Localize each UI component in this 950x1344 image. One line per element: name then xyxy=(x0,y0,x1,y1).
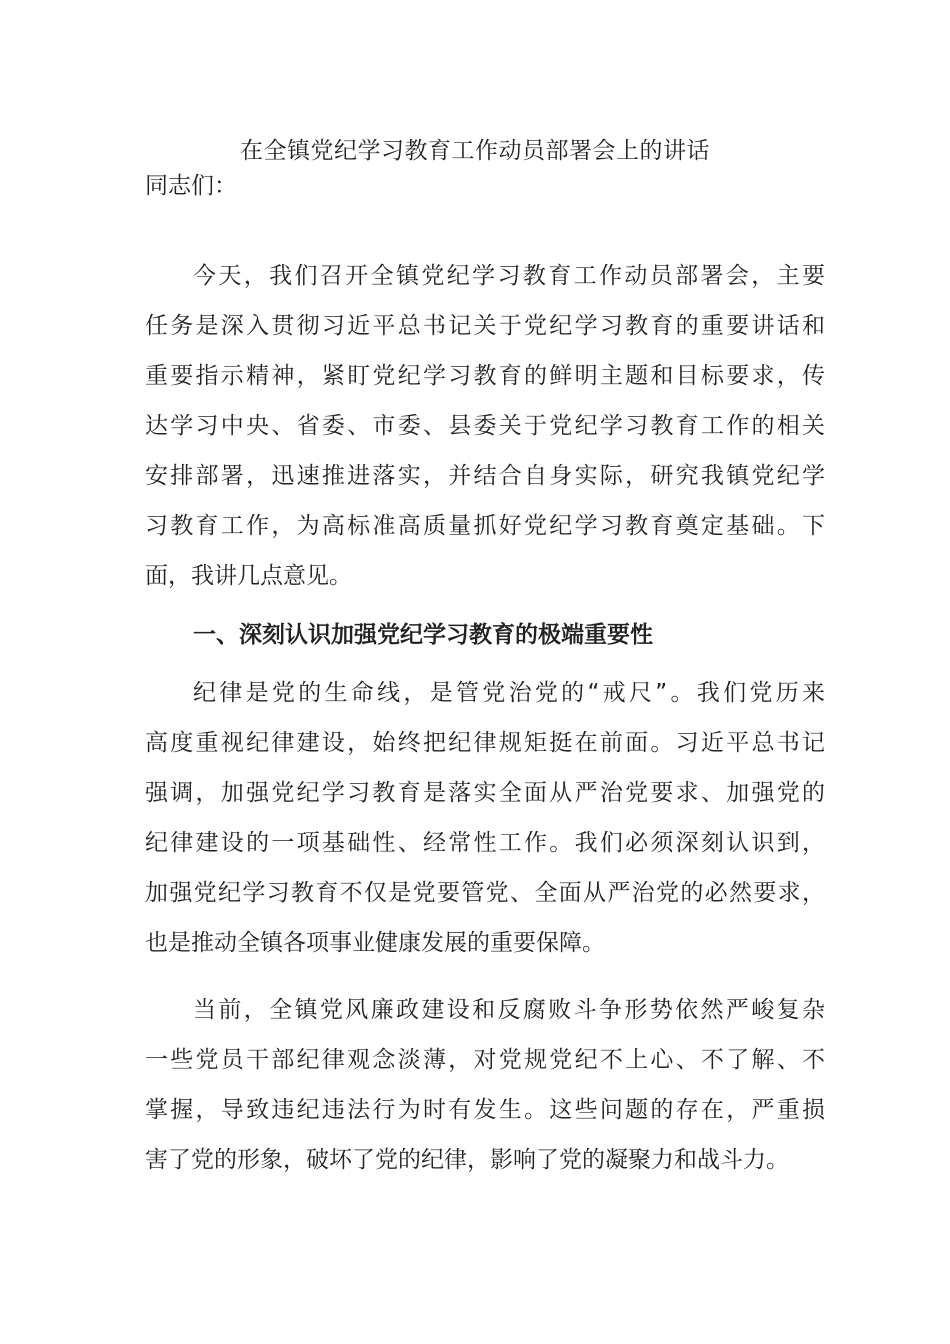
paragraph-line: 面，我讲几点意见。 xyxy=(145,563,352,589)
paragraph-line: 一些党员干部纪律观念淡薄，对党规党纪不上心、不了解、不 xyxy=(145,1047,825,1073)
paragraph-line: 害了党的形象，破坏了党的纪律，影响了党的凝聚力和战斗力。 xyxy=(145,1147,789,1173)
paragraph-line: 强调，加强党纪学习教育是落实全面从严治党要求、加强党的 xyxy=(145,780,825,806)
paragraph-line: 掌握，导致违纪违法行为时有发生。这些问题的存在，严重损 xyxy=(145,1097,825,1123)
paragraph-line: 安排部署，迅速推进落实，并结合自身实际，研究我镇党纪学 xyxy=(145,463,825,489)
paragraph-intro xyxy=(145,251,825,601)
paragraph-line: 纪律建设的一项基础性、经常性工作。我们必须深刻认识到， xyxy=(145,830,825,856)
paragraph-line: 加强党纪学习教育不仅是党要管党、全面从严治党的必然要求， xyxy=(145,880,825,906)
paragraph-line: 习教育工作，为高标准高质量抓好党纪学习教育奠定基础。下 xyxy=(145,513,825,539)
paragraph-line: 达学习中央、省委、市委、县委关于党纪学习教育工作的相关 xyxy=(145,413,825,439)
document-title: 在全镇党纪学习教育工作动员部署会上的讲话 xyxy=(240,138,710,164)
salutation: 同志们： xyxy=(145,173,237,199)
paragraph-line: 也是推动全镇各项事业健康发展的重要保障。 xyxy=(145,930,605,956)
paragraph-line: 纪律是党的生命线，是管党治党的“戒尺”。我们党历来 xyxy=(193,680,825,706)
paragraph-line: 今天，我们召开全镇党纪学习教育工作动员部署会，主要 xyxy=(193,263,825,289)
paragraph-discipline xyxy=(145,668,825,968)
paragraph-line: 重要指示精神，紧盯党纪学习教育的鲜明主题和目标要求，传 xyxy=(145,363,825,389)
paragraph-line: 当前，全镇党风廉政建设和反腐败斗争形势依然严峻复杂 xyxy=(193,997,825,1023)
section-heading: 一、深刻认识加强党纪学习教育的极端重要性 xyxy=(193,622,653,648)
paragraph-current-situation xyxy=(145,985,825,1185)
paragraph-line: 高度重视纪律建设，始终把纪律规矩挺在前面。习近平总书记 xyxy=(145,730,825,756)
paragraph-line: 任务是深入贯彻习近平总书记关于党纪学习教育的重要讲话和 xyxy=(145,313,825,339)
